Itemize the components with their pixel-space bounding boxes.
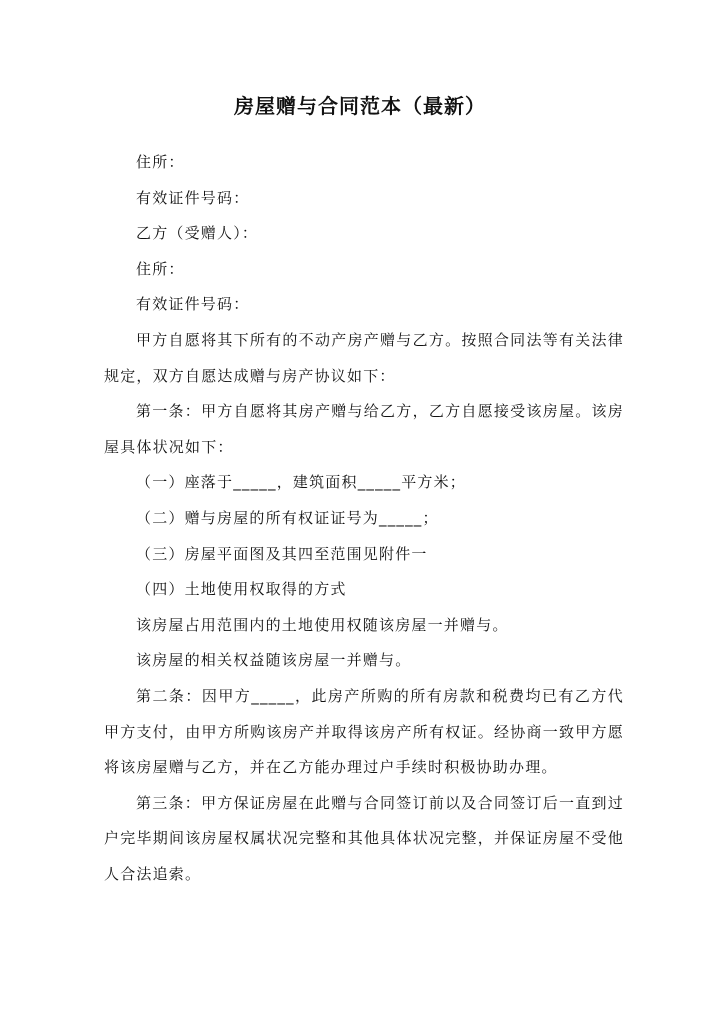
- paragraph-item-2: （二）赠与房屋的所有权证证号为_____；: [136, 508, 439, 527]
- paragraph-item-3: （三）房屋平面图及其四至范围见附件一: [136, 544, 428, 563]
- paragraph-address-party-b: 住所：: [136, 259, 185, 278]
- paragraph-id-number-party-b: 有效证件号码：: [136, 295, 250, 314]
- paragraph-article-3: 第三条：甲方保证房屋在此赠与合同签订前以及合同签订后一直到过户完毕期间该房屋权属状况完整和其他具体状况完整，并保证房屋不受他人合法追索。: [104, 793, 624, 883]
- paragraph-preamble: 甲方自愿将其下所有的不动产房产赠与乙方。按照合同法等有关法律规定，双方自愿达成赠与房产协议如下：: [104, 330, 624, 385]
- paragraph-id-number-party-a: 有效证件号码：: [136, 188, 250, 207]
- paragraph-article-1: 第一条：甲方自愿将其房产赠与给乙方，乙方自愿接受该房屋。该房屋具体状况如下：: [104, 402, 624, 456]
- page-title: 房屋赠与合同范本（最新）: [234, 94, 486, 118]
- paragraph-land-use: 该房屋占用范围内的土地使用权随该房屋一并赠与。: [136, 615, 509, 634]
- paragraph-party-b: 乙方（受赠人）：: [136, 224, 259, 243]
- paragraph-related-rights: 该房屋的相关权益随该房屋一并赠与。: [136, 651, 412, 670]
- paragraph-item-4: （四）土地使用权取得的方式: [136, 580, 347, 599]
- paragraph-address-party-a: 住所：: [136, 153, 185, 171]
- paragraph-article-2: 第二条：因甲方_____，此房产所购的所有房款和税费均已有乙方代甲方支付，由甲方所购该房产并取得该房产所有权证。经协商一致甲方愿将该房屋赠与乙方，并在乙方能办理过户手续时积极协助办理。: [104, 686, 624, 777]
- paragraph-item-1: （一）座落于_____，建筑面积_____平方米；: [136, 473, 467, 492]
- document-body: [104, 145, 624, 892]
